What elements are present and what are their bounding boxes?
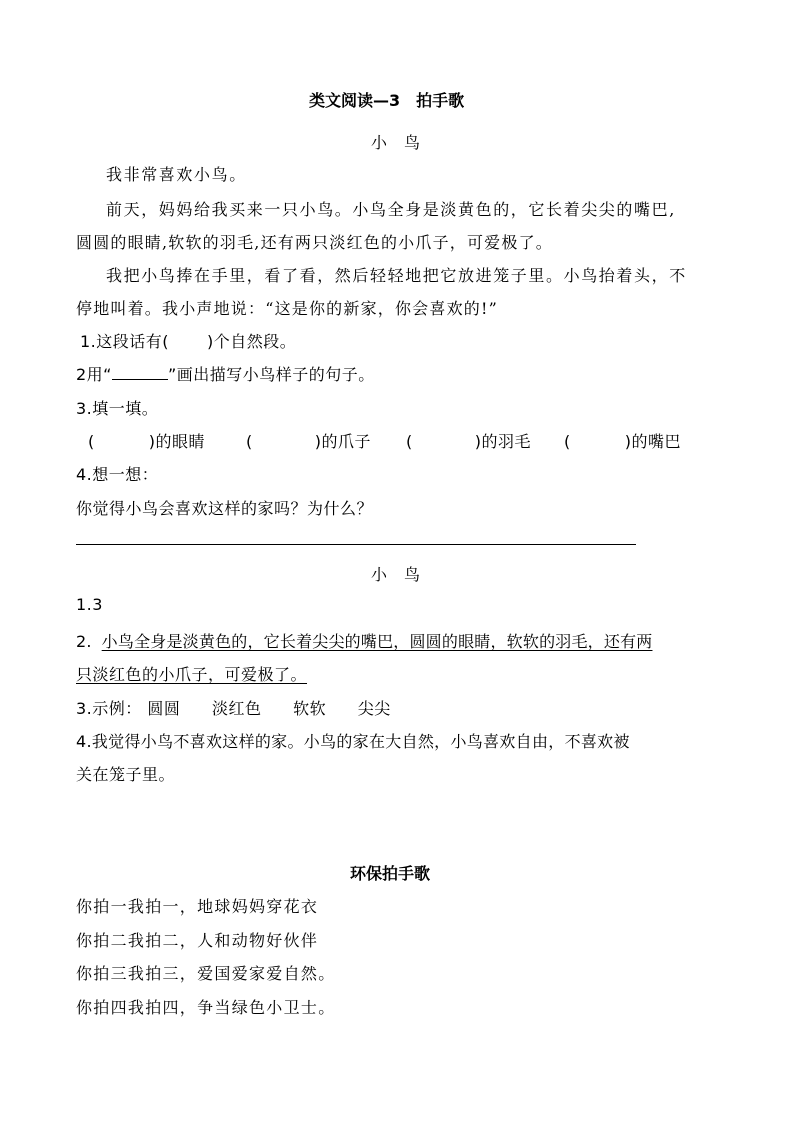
question-3: 3.填一填。 <box>76 399 159 418</box>
passage-paragraph: 我把小鸟捧在手里，看了看，然后轻轻地把它放进笼子里。小鸟抬着头，不 <box>106 266 687 285</box>
question-4-prompt: 你觉得小鸟会喜欢这样的家吗？为什么？ <box>76 499 374 518</box>
answer-3-label: 3.示例： <box>76 699 142 718</box>
passage-paragraph: 停地叫着。我小声地说：“这是你的新家，你会喜欢的!” <box>76 299 498 318</box>
fill-item: ( )的羽毛 <box>406 432 532 451</box>
question-2-prefix: 2用“ <box>76 365 112 384</box>
song-line: 你拍四我拍四，争当绿色小卫士。 <box>76 998 336 1017</box>
fill-item: ( )的嘴巴 <box>564 432 682 451</box>
fill-item: ( )的爪子 <box>246 432 372 451</box>
passage-title: 小 鸟 <box>371 133 421 152</box>
passage-paragraph: 前天，妈妈给我买来一只小鸟。小鸟全身是淡黄色的，它长着尖尖的嘴巴, <box>106 200 676 219</box>
answer-3-word: 圆圆 <box>147 699 181 718</box>
question-2-suffix: ”画出描写小鸟样子的句子。 <box>167 365 375 384</box>
passage-paragraph: 我非常喜欢小鸟。 <box>106 165 247 184</box>
answers-title: 小 鸟 <box>371 565 421 584</box>
answer-line <box>76 544 636 545</box>
fill-item-label: 的爪子 <box>321 432 372 451</box>
passage-paragraph: 圆圆的眼睛,软软的羽毛,还有两只淡红色的小爪子，可爱极了。 <box>76 233 553 252</box>
question-4: 4.想一想： <box>76 465 159 484</box>
song-line: 你拍二我拍二，人和动物好伙伴 <box>76 931 319 950</box>
fill-item-label: 的嘴巴 <box>631 432 682 451</box>
answer-4: 4.我觉得小鸟不喜欢这样的家。小鸟的家在大自然，小鸟喜欢自由，不喜欢被 <box>76 732 630 751</box>
song-line: 你拍一我拍一，地球妈妈穿花衣 <box>76 897 319 916</box>
fill-item-label: 的眼睛 <box>155 432 206 451</box>
answer-3-word: 尖尖 <box>357 699 391 718</box>
question-1-prefix: 1.这段话有( <box>80 332 170 351</box>
answer-3-word: 软软 <box>293 699 327 718</box>
answer-2-continued: 只淡红色的小爪子，可爱极了。 <box>76 665 308 684</box>
answer-1: 1.3 <box>76 595 103 614</box>
answer-3 <box>76 696 391 719</box>
fill-item: ( )的眼睛 <box>88 432 206 451</box>
page-title: 类文阅读—3 拍手歌 <box>309 91 465 110</box>
question-1 <box>80 329 296 352</box>
answer-2 <box>76 629 652 652</box>
song-title: 环保拍手歌 <box>350 864 431 883</box>
answer-3-word: 淡红色 <box>211 699 262 718</box>
song-line: 你拍三我拍三，爱国爱家爱自然。 <box>76 964 336 983</box>
question-1-suffix: )个自然段。 <box>207 332 297 351</box>
fill-item-label: 的羽毛 <box>481 432 532 451</box>
answer-4-continued: 关在笼子里。 <box>76 765 176 784</box>
answer-2-text: 小鸟全身是淡黄色的，它长着尖尖的嘴巴，圆圆的眼睛，软软的羽毛，还有两 <box>101 632 653 651</box>
answer-2-number: 2. <box>76 632 92 651</box>
question-2 <box>76 362 375 385</box>
underline-blank <box>112 365 168 380</box>
